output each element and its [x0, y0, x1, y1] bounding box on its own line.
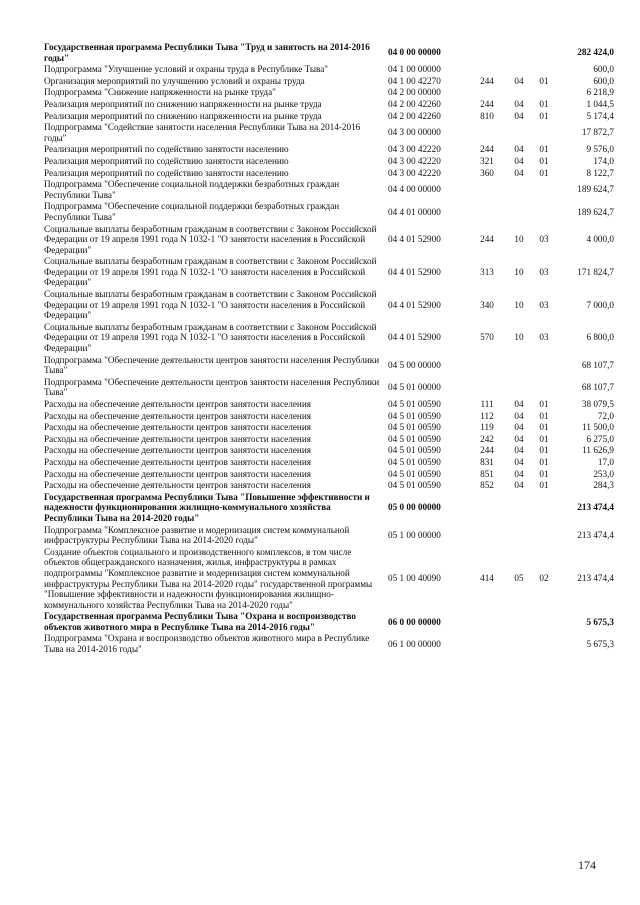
row-expense-type: [468, 179, 506, 201]
row-subsection: 01: [539, 445, 549, 456]
row-target-code: 04 4 01 52900: [388, 299, 441, 310]
row-expense-type: [468, 633, 506, 655]
row-amount: 6 275,0: [586, 433, 614, 444]
row-name: Расходы на обеспечение деятельности центров занятости населения: [44, 456, 311, 467]
row-expense-type: 321: [480, 155, 494, 166]
table-row: [44, 434, 614, 446]
row-expense-type: 244: [480, 234, 494, 245]
row-target-code: 06 1 00 00000: [388, 638, 441, 649]
row-target-code: 04 5 00 00000: [388, 359, 441, 370]
table-row: [44, 633, 614, 655]
row-amount: 38 079,5: [581, 399, 614, 409]
row-name: Создание объектов социального и производственного комплексов, в том числе объектов общегражданского назначения, жилья, инфраструктуры в рамках подпрограммы "Комплексное развитие и модернизация систем коммунальной инфраструктуры Республики Тыва на 2014-2020 годы" государственной программы "Повышение эффективности и надежности функционирования жилищно-коммунального хозяйства Республики Тыва на 2014-2020 годы": [44, 546, 373, 610]
row-subsection: 01: [539, 480, 549, 491]
row-section: 04: [514, 110, 524, 121]
row-section: 10: [514, 332, 524, 343]
row-amount: 17,0: [597, 456, 614, 467]
table-row: [44, 42, 614, 64]
row-name: Подпрограмма "Обеспечение деятельности центров занятости населения Республики Тыва": [44, 354, 380, 376]
row-subsection: 03: [539, 299, 549, 310]
row-name: Государственная программа Республики Тыва "Охрана и воспроизводство объектов животного мира в Республике Тыва на 2014-2016 годы": [44, 611, 356, 632]
row-section: 04: [514, 98, 524, 109]
row-expense-type: [468, 64, 506, 76]
row-subsection: 03: [539, 266, 549, 277]
row-expense-type: 244: [480, 445, 494, 456]
row-target-code: 05 0 00 00000: [388, 502, 441, 513]
row-amount: 8 122,7: [586, 167, 614, 178]
row-amount: 282 424,0: [577, 47, 614, 58]
row-name: Подпрограмма "Улучшение условий и охраны труда в Республике Тыва": [44, 64, 329, 75]
row-subsection: 01: [539, 110, 549, 121]
row-target-code: 04 4 01 00000: [388, 206, 441, 217]
table-row: [44, 201, 614, 223]
row-expense-type: 244: [480, 144, 494, 155]
row-target-code: 04 4 01 52900: [388, 234, 441, 245]
row-name: Подпрограмма "Обеспечение социальной поддержки безработных граждан Республики Тыва": [44, 179, 340, 200]
row-name: Подпрограмма "Обеспечение деятельности центров занятости населения Республики Тыва": [44, 376, 380, 398]
page-number: 174: [578, 858, 596, 872]
row-target-code: 04 5 01 00590: [388, 456, 441, 467]
row-amount: 9 576,0: [586, 144, 614, 155]
row-amount: 6 800,0: [586, 332, 614, 343]
row-subsection: [532, 633, 556, 655]
row-amount: 253,0: [593, 468, 614, 479]
row-amount: 5 675,3: [586, 638, 614, 649]
table-row: [44, 224, 614, 257]
table-row: [44, 168, 614, 180]
row-subsection: 01: [539, 433, 549, 444]
row-expense-type: 313: [480, 266, 494, 277]
row-subsection: 01: [539, 144, 549, 155]
row-target-code: 04 5 01 00590: [388, 445, 441, 456]
table-row: [44, 99, 614, 111]
table-row: [44, 422, 614, 434]
row-expense-type: [468, 122, 506, 144]
row-target-code: 05 1 00 00000: [388, 529, 441, 540]
table-row: [44, 355, 614, 377]
row-name: Расходы на обеспечение деятельности центров занятости населения: [44, 445, 311, 456]
row-amount: 189 624,7: [577, 206, 614, 217]
row-target-code: 04 3 00 42220: [388, 167, 441, 178]
table-row: [44, 469, 614, 481]
row-section: [506, 525, 532, 547]
row-name: Организация мероприятий по улучшению условий и охраны труда: [44, 75, 305, 86]
row-subsection: 01: [539, 75, 549, 86]
row-amount: 68 107,7: [581, 359, 614, 370]
row-section: 04: [514, 422, 524, 433]
row-expense-type: 851: [480, 468, 494, 479]
row-subsection: [532, 64, 556, 76]
row-target-code: 04 1 00 42270: [388, 75, 441, 86]
row-name: Подпрограмма "Охрана и воспроизводство объектов животного мира в Республике Тыва на 2014-2016 годы": [44, 633, 370, 655]
table-row: [44, 547, 614, 612]
row-name: Реализация мероприятий по содействию занятости населению: [44, 167, 289, 178]
row-expense-type: 340: [480, 299, 494, 310]
row-expense-type: [468, 611, 506, 633]
row-target-code: 04 5 01 00590: [388, 410, 441, 421]
row-section: [506, 122, 532, 144]
row-target-code: 04 4 01 52900: [388, 266, 441, 277]
row-name: Расходы на обеспечение деятельности центров занятости населения: [44, 480, 311, 491]
row-subsection: 01: [539, 98, 549, 109]
row-name: Расходы на обеспечение деятельности центров занятости населения: [44, 468, 311, 479]
row-section: 04: [514, 433, 524, 444]
row-amount: 17 872,7: [581, 127, 614, 138]
row-amount: 68 107,7: [581, 382, 614, 393]
row-amount: 600,0: [593, 64, 614, 75]
row-expense-type: [468, 355, 506, 377]
row-subsection: [532, 87, 556, 99]
row-target-code: 04 0 00 00000: [388, 47, 441, 58]
row-target-code: 04 5 01 00590: [388, 399, 441, 409]
row-target-code: 04 5 01 00590: [388, 422, 441, 433]
row-subsection: 01: [539, 155, 549, 166]
row-amount: 213 474,4: [577, 502, 614, 513]
row-section: 04: [514, 155, 524, 166]
row-amount: 284,3: [593, 480, 614, 491]
table-row: [44, 492, 614, 525]
row-section: [506, 377, 532, 399]
row-subsection: 02: [539, 573, 549, 584]
row-amount: 213 474,4: [577, 573, 614, 584]
row-expense-type: 119: [480, 422, 494, 433]
row-target-code: 04 5 01 00000: [388, 382, 441, 393]
row-subsection: [532, 611, 556, 633]
row-subsection: [532, 42, 556, 64]
table-row: [44, 322, 614, 355]
table-row: [44, 611, 614, 633]
row-amount: 171 824,7: [577, 266, 614, 277]
row-name: Реализация мероприятий по снижению напряженности на рынке труда: [44, 98, 322, 109]
row-expense-type: [468, 492, 506, 525]
row-amount: 1 044,5: [586, 98, 614, 109]
row-subsection: 01: [539, 468, 549, 479]
row-expense-type: 360: [480, 167, 494, 178]
row-name: Социальные выплаты безработным гражданам в соответствии с Законом Российской Федерации от 19 апреля 1991 года N 1032-1 "О занятости населения в Российской Федерации": [44, 289, 377, 321]
row-section: [506, 87, 532, 99]
table-row: [44, 457, 614, 469]
row-expense-type: 831: [480, 456, 494, 467]
row-subsection: [532, 525, 556, 547]
row-amount: 6 218,9: [586, 87, 614, 98]
row-section: 04: [514, 480, 524, 491]
row-amount: 11 500,0: [582, 422, 614, 433]
row-amount: 72,0: [597, 410, 614, 421]
table-row: [44, 156, 614, 168]
row-section: 10: [514, 266, 524, 277]
row-amount: 189 624,7: [577, 184, 614, 195]
row-expense-type: 810: [480, 110, 494, 121]
row-target-code: 04 2 00 42260: [388, 110, 441, 121]
row-expense-type: 414: [480, 573, 494, 584]
row-target-code: 04 5 01 00590: [388, 480, 441, 491]
table-row: [44, 289, 614, 322]
budget-table-page: [44, 42, 614, 656]
row-target-code: 04 2 00 42260: [388, 98, 441, 109]
row-name: Реализация мероприятий по снижению напряженности на рынке труда: [44, 110, 322, 121]
row-target-code: 04 5 01 00590: [388, 433, 441, 444]
row-section: 04: [514, 167, 524, 178]
row-amount: 5 174,4: [586, 110, 614, 121]
table-row: [44, 144, 614, 156]
row-expense-type: [468, 42, 506, 64]
row-name: Расходы на обеспечение деятельности центров занятости населения: [44, 422, 311, 433]
row-section: 04: [514, 399, 524, 409]
row-expense-type: 111: [480, 399, 494, 409]
row-expense-type: [468, 201, 506, 223]
row-section: [506, 42, 532, 64]
row-target-code: 05 1 00 40090: [388, 573, 441, 584]
table-row: [44, 411, 614, 423]
row-expense-type: [468, 87, 506, 99]
row-section: [506, 64, 532, 76]
row-name: Социальные выплаты безработным гражданам в соответствии с Законом Российской Федерации от 19 апреля 1991 года N 1032-1 "О занятости населения в Российской Федерации": [44, 321, 377, 354]
row-name: Подпрограмма "Обеспечение социальной поддержки безработных граждан Республики Тыва": [44, 201, 340, 222]
row-target-code: 04 4 00 00000: [388, 184, 441, 195]
row-section: 04: [514, 445, 524, 456]
row-subsection: 03: [539, 234, 549, 245]
row-subsection: [532, 492, 556, 525]
row-expense-type: 242: [480, 433, 494, 444]
row-name: Социальные выплаты безработным гражданам в соответствии с Законом Российской Федерации от 19 апреля 1991 года N 1032-1 "О занятости населения в Российской Федерации": [44, 223, 377, 255]
row-amount: 174,0: [593, 155, 614, 166]
row-amount: 5 675,3: [586, 616, 614, 627]
row-expense-type: 112: [480, 410, 494, 421]
row-name: Государственная программа Республики Тыва "Повышение эффективности и надежности функционирования жилищно-коммунального хозяйства Республики Тыва на 2014-2020 годы": [44, 491, 370, 523]
row-section: 04: [514, 144, 524, 155]
row-expense-type: [468, 525, 506, 547]
row-section: [506, 201, 532, 223]
row-name: Государственная программа Республики Тыва "Труд и занятость на 2014-2016 годы": [44, 42, 370, 63]
row-target-code: 04 3 00 42220: [388, 144, 441, 155]
row-name: Расходы на обеспечение деятельности центров занятости населения: [44, 399, 311, 409]
table-row: [44, 399, 614, 411]
row-target-code: 04 2 00 00000: [388, 87, 441, 98]
row-amount: 213 474,4: [577, 529, 614, 540]
row-section: [506, 179, 532, 201]
row-section: 04: [514, 410, 524, 421]
row-subsection: [532, 355, 556, 377]
row-name: Реализация мероприятий по содействию занятости населению: [44, 155, 289, 166]
row-expense-type: 852: [480, 480, 494, 491]
row-section: 04: [514, 75, 524, 86]
row-target-code: 04 1 00 00000: [388, 64, 441, 75]
row-target-code: 04 3 00 42220: [388, 155, 441, 166]
row-section: [506, 355, 532, 377]
row-target-code: 04 4 01 52900: [388, 332, 441, 343]
row-name: Расходы на обеспечение деятельности центров занятости населения: [44, 433, 311, 444]
row-section: 05: [514, 573, 524, 584]
row-amount: 11 626,9: [582, 445, 614, 456]
row-name: Реализация мероприятий по содействию занятости населению: [44, 144, 289, 155]
row-subsection: [532, 377, 556, 399]
table-row: [44, 122, 614, 144]
row-target-code: 06 0 00 00000: [388, 616, 441, 627]
row-subsection: 03: [539, 332, 549, 343]
row-target-code: 04 5 01 00590: [388, 468, 441, 479]
row-subsection: [532, 179, 556, 201]
table-row: [44, 87, 614, 99]
row-section: 10: [514, 234, 524, 245]
row-section: 04: [514, 468, 524, 479]
row-subsection: 01: [539, 456, 549, 467]
budget-table: [44, 42, 614, 656]
row-amount: 4 000,0: [586, 234, 614, 245]
row-subsection: 01: [539, 410, 549, 421]
row-subsection: 01: [539, 167, 549, 178]
table-row: [44, 525, 614, 547]
row-amount: 600,0: [593, 75, 614, 86]
row-subsection: [532, 201, 556, 223]
row-subsection: 01: [539, 422, 549, 433]
table-row: [44, 64, 614, 76]
table-row: [44, 445, 614, 457]
row-subsection: 01: [539, 399, 549, 409]
table-row: [44, 377, 614, 399]
row-name: Социальные выплаты безработным гражданам в соответствии с Законом Российской Федерации от 19 апреля 1991 года N 1032-1 "О занятости населения в Российской Федерации": [44, 256, 377, 288]
table-row: [44, 480, 614, 492]
row-name: Расходы на обеспечение деятельности центров занятости населения: [44, 410, 311, 421]
row-amount: 7 000,0: [586, 299, 614, 310]
table-row: [44, 76, 614, 88]
row-name: Подпрограмма "Комплексное развитие и модернизация систем коммунальной инфраструктуры Республики Тыва на 2014-2020 годы": [44, 524, 350, 546]
table-row: [44, 111, 614, 123]
row-expense-type: 570: [480, 332, 494, 343]
row-name: Подпрограмма "Содействие занятости населения Республики Тыва на 2014-2016 годы": [44, 122, 361, 143]
row-section: 04: [514, 456, 524, 467]
row-name: Подпрограмма "Снижение напряженности на рынке труда": [44, 87, 276, 98]
row-section: 10: [514, 299, 524, 310]
row-target-code: 04 3 00 00000: [388, 127, 441, 138]
row-section: [506, 633, 532, 655]
row-expense-type: [468, 377, 506, 399]
table-row: [44, 179, 614, 201]
table-row: [44, 256, 614, 289]
row-section: [506, 492, 532, 525]
budget-table-body: [44, 42, 614, 656]
row-section: [506, 611, 532, 633]
row-expense-type: 244: [480, 98, 494, 109]
row-expense-type: 244: [480, 75, 494, 86]
row-subsection: [532, 122, 556, 144]
